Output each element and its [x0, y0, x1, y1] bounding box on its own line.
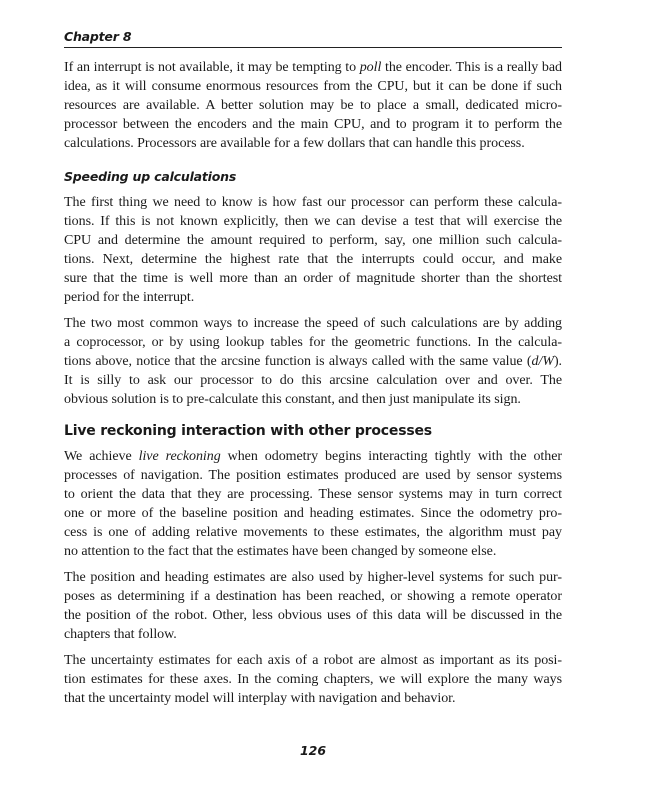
text-fragment: We achieve [64, 449, 139, 464]
text-line: CPU and determine the amount required to perform, say, one million such calcula- [64, 233, 562, 248]
text-line: the position of the robot. Other, less obvious uses of this data will be discussed in the [64, 608, 562, 623]
paragraph-speedup-methods [64, 314, 562, 409]
paragraph-uncertainty-estimates [64, 651, 562, 708]
subsection-heading: Speeding up calculations [64, 169, 237, 184]
emphasis-d-over-w: d/W [531, 354, 554, 369]
text-line: idea, as it will consume enormous resources from the CPU, but it can be done if such [64, 79, 562, 94]
text-line [64, 58, 562, 77]
paragraph-interrupt-polling [64, 58, 562, 153]
text-line: tions. If this is not known explicitly, then we can devise a test that will exercise the [64, 214, 562, 229]
text-line: The two most common ways to increase the speed of such calculations are by adding [64, 316, 562, 331]
text-line: It is silly to ask our processor to do this arcsine calculation over and over. The [64, 373, 562, 388]
paragraph-higher-level-uses [64, 568, 562, 644]
book-page [64, 29, 562, 789]
text-line: obvious solution is to pre-calculate this constant, and then just manipulate its sign. [64, 392, 521, 407]
text-fragment: ). [553, 354, 562, 369]
text-line: cess is one of adding relative movements to these estimates, the algorithm must pay [64, 525, 562, 540]
text-line: sure that the time is well more than an order of magnitude shorter than the shortest [64, 271, 562, 286]
text-line: tion estimates for these axes. In the coming chapters, we will explore the many ways [64, 672, 562, 687]
text-line: a coprocessor, or by using lookup tables for the geometric functions. In the calcula- [64, 335, 562, 350]
emphasis-live-reckoning: live reckoning [138, 449, 221, 464]
text-line: tions. Next, determine the highest rate that the interrupts could occur, and make [64, 252, 562, 267]
text-line: one or more of the baseline position and heading estimates. Since the odometry pro- [64, 506, 562, 521]
text-line: The first thing we need to know is how fast our processor can perform these calcula- [64, 195, 562, 210]
page-number: 126 [299, 743, 327, 758]
paragraph-live-reckoning [64, 447, 562, 561]
text-line: period for the interrupt. [64, 290, 195, 305]
text-line: poses as determining if a destination has been reached, or showing a remote operator [64, 589, 562, 604]
text-line: chapters that follow. [64, 627, 177, 642]
emphasis-poll: poll [359, 60, 382, 75]
text-line: processes of navigation. The position estimates produced are used by sensor systems [64, 468, 562, 483]
text-line: that the uncertainty model will interplay with navigation and behavior. [64, 691, 456, 706]
text-line [64, 352, 562, 371]
paragraph-processor-speed [64, 193, 562, 307]
text-line: no attention to the fact that the estimates have been changed by someone else. [64, 544, 497, 559]
text-fragment: the encoder. This is a really bad [381, 60, 562, 75]
text-line: processor between the encoders and the main CPU, and to program it to perform the [64, 117, 562, 132]
text-fragment: tions above, notice that the arcsine function is always called with the same value ( [64, 354, 532, 369]
section-heading: Live reckoning interaction with other processes [64, 423, 432, 439]
chapter-header: Chapter 8 [64, 29, 562, 48]
text-line: The position and heading estimates are also used by higher-level systems for such pur- [64, 570, 562, 585]
text-line: to orient the data that they are processing. These sensor systems may in turn correct [64, 487, 562, 502]
text-fragment: If an interrupt is not available, it may be tempting to [64, 60, 360, 75]
text-line: calculations. Processors are available for a few dollars that can handle this process. [64, 136, 525, 151]
text-line: The uncertainty estimates for each axis of a robot are almost as important as its posi- [64, 653, 562, 668]
text-line [64, 447, 562, 466]
text-fragment: when odometry begins interacting tightly with the other [220, 449, 562, 464]
text-line: resources are available. A better solution may be to place a small, dedicated micro- [64, 98, 562, 113]
